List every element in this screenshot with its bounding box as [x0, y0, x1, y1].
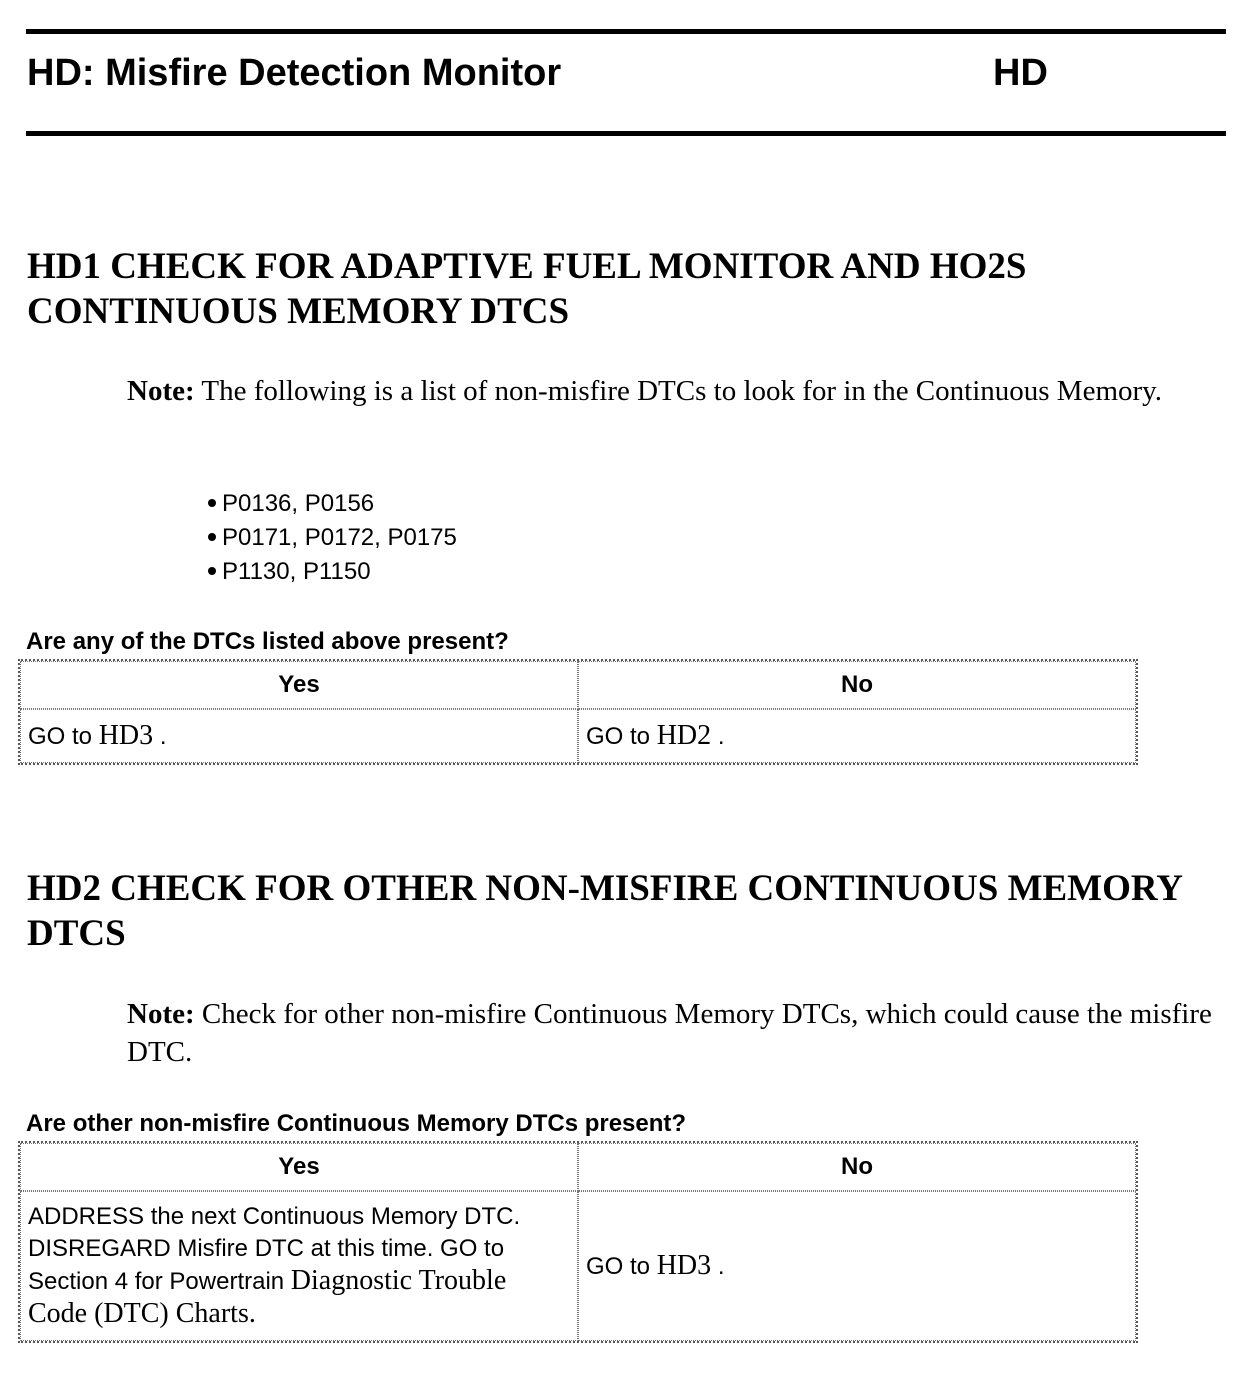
section-hd2-note [127, 995, 1227, 1071]
section-hd2-question: Are other non-misfire Continuous Memory DTCs present? [26, 1110, 687, 1137]
goto-hd3-link[interactable]: HD3 [656, 1250, 712, 1281]
goto-hd3-link[interactable]: HD3 [98, 720, 154, 751]
section-4-link[interactable]: Diagnostic Trouble Code (DTC) Charts. [28, 1265, 507, 1329]
no-cell-prefix: GO to [586, 723, 651, 750]
yes-cell: GO to HD3 . [20, 709, 578, 763]
yes-header: Yes [20, 1143, 578, 1191]
no-header: No [578, 661, 1136, 709]
note-text: The following is a list of non-misfire DTCs to look for in the Continuous Memory. [201, 375, 1163, 407]
yes-cell-prefix: GO to [28, 723, 93, 750]
yes-cell-text: ADDRESS the next Continuous Memory DTC. DISREGARD Misfire DTC at this time. GO to Section 4 for Powertrain [28, 1203, 521, 1295]
header-bottom-rule [26, 131, 1226, 136]
note-label: Note: [127, 998, 195, 1030]
yes-cell [20, 1191, 578, 1341]
section-hd1-note [127, 372, 1227, 410]
list-item: P1130, P1150 [208, 555, 457, 589]
table-header-row [20, 661, 1136, 709]
section-hd1-result-table [18, 659, 1138, 765]
table-row [20, 1191, 1136, 1341]
no-cell: GO to HD3 . [578, 1191, 1136, 1341]
list-item: P0136, P0156 [208, 487, 457, 521]
section-hd2-result-table [18, 1141, 1138, 1343]
section-hd1-question: Are any of the DTCs listed above present? [26, 628, 509, 655]
section-hd1-title: HD1 CHECK FOR ADAPTIVE FUEL MONITOR AND HO2S CONTINUOUS MEMORY DTCS [27, 246, 1027, 332]
yes-header: Yes [20, 661, 578, 709]
goto-hd2-link[interactable]: HD2 [656, 720, 712, 751]
section-hd2-title: HD2 CHECK FOR OTHER NON-MISFIRE CONTINUOUS MEMORY DTCS [27, 868, 1182, 954]
table-row [20, 709, 1136, 763]
page-title: HD: Misfire Detection Monitor [27, 52, 562, 94]
no-cell: GO to HD2 . [578, 709, 1136, 763]
no-cell-prefix: GO to [586, 1253, 651, 1280]
top-rule [26, 29, 1226, 34]
table-header-row [20, 1143, 1136, 1191]
no-header: No [578, 1143, 1136, 1191]
list-item: P0171, P0172, P0175 [208, 521, 457, 555]
page-code: HD [993, 52, 1048, 94]
dtc-list [208, 487, 457, 589]
note-text: Check for other non-misfire Continuous Memory DTCs, which could cause the misfire DTC. [127, 998, 1212, 1068]
note-label: Note: [127, 375, 195, 407]
